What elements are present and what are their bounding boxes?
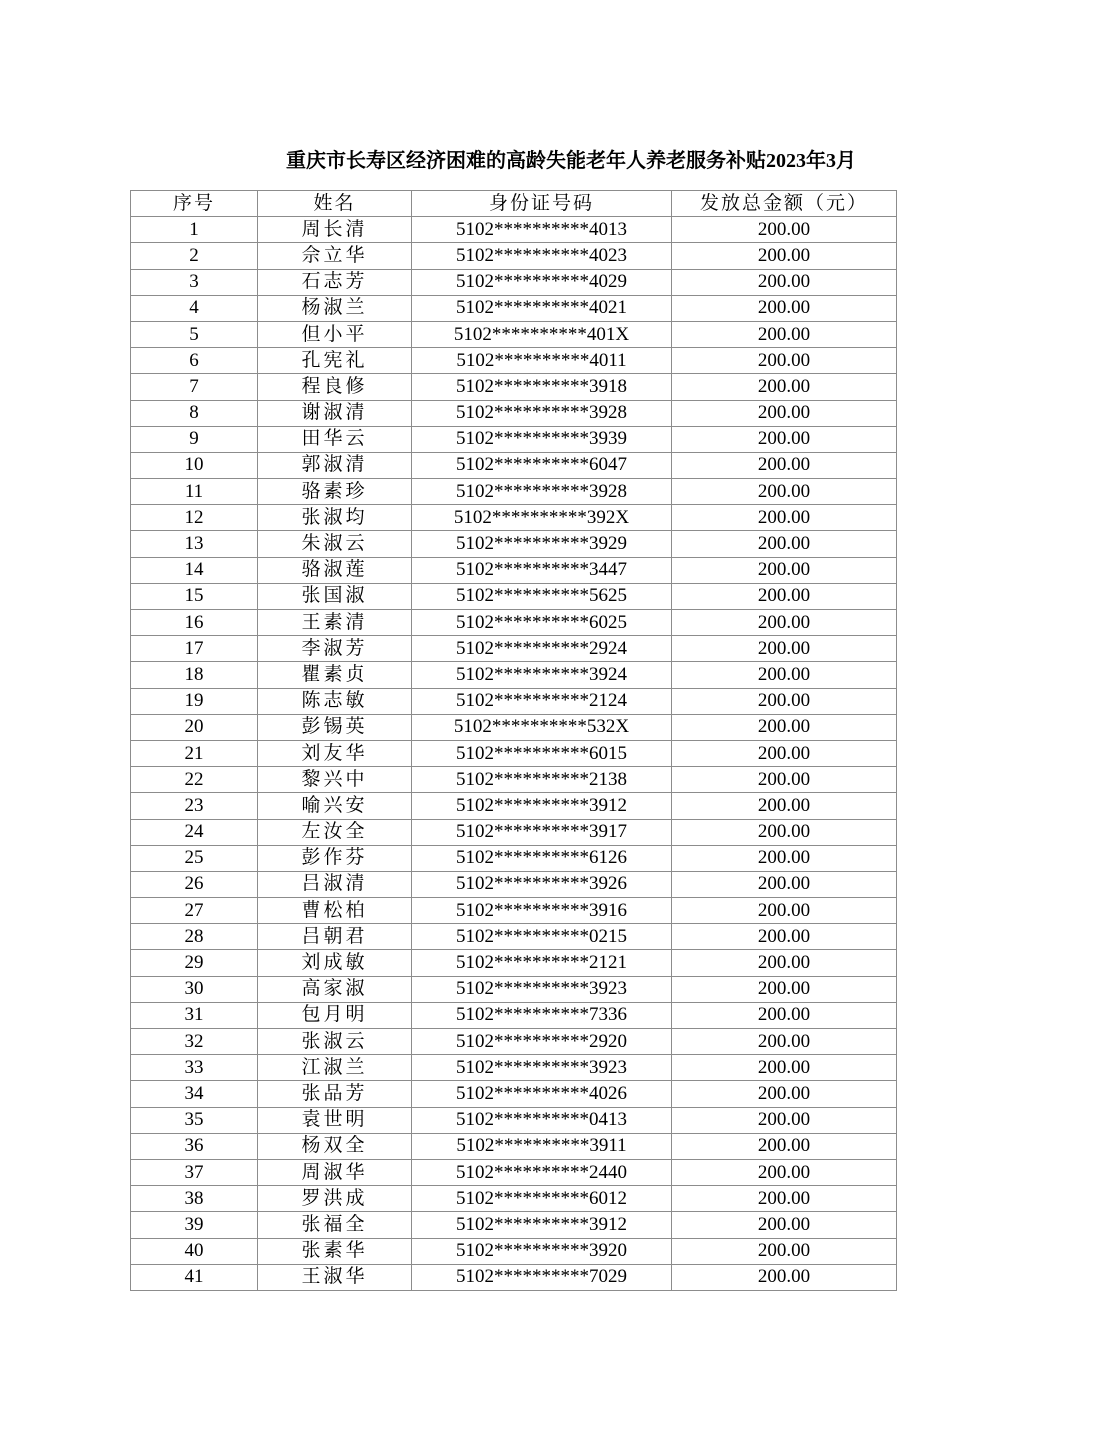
id-number-cell: 5102**********4026 xyxy=(412,1081,672,1107)
table-row xyxy=(131,1081,897,1107)
name-cell: 骆素珍 xyxy=(258,479,412,505)
id-number-cell: 5102**********2924 xyxy=(412,636,672,662)
name-cell: 郭淑清 xyxy=(258,452,412,478)
table-row xyxy=(131,898,897,924)
id-number-cell: 5102**********3923 xyxy=(412,976,672,1002)
name-cell: 喻兴安 xyxy=(258,793,412,819)
name-cell: 朱淑云 xyxy=(258,531,412,557)
table-row xyxy=(131,871,897,897)
name-cell: 张福全 xyxy=(258,1212,412,1238)
header-total-amount: 发放总金额（元） xyxy=(672,191,897,217)
serial-number-cell: 24 xyxy=(131,819,258,845)
table-row xyxy=(131,1212,897,1238)
table-row xyxy=(131,505,897,531)
amount-cell: 200.00 xyxy=(672,531,897,557)
table-row xyxy=(131,1264,897,1290)
table-row xyxy=(131,426,897,452)
header-name: 姓名 xyxy=(258,191,412,217)
serial-number-cell: 4 xyxy=(131,295,258,321)
table-row xyxy=(131,1107,897,1133)
serial-number-cell: 13 xyxy=(131,531,258,557)
table-row xyxy=(131,1055,897,1081)
id-number-cell: 5102**********4013 xyxy=(412,217,672,243)
id-number-cell: 5102**********6126 xyxy=(412,845,672,871)
table-row xyxy=(131,321,897,347)
serial-number-cell: 41 xyxy=(131,1264,258,1290)
serial-number-cell: 20 xyxy=(131,714,258,740)
id-number-cell: 5102**********0413 xyxy=(412,1107,672,1133)
header-serial-number: 序号 xyxy=(131,191,258,217)
name-cell: 王素清 xyxy=(258,610,412,636)
serial-number-cell: 9 xyxy=(131,426,258,452)
id-number-cell: 5102**********4029 xyxy=(412,269,672,295)
serial-number-cell: 39 xyxy=(131,1212,258,1238)
id-number-cell: 5102**********3912 xyxy=(412,1212,672,1238)
amount-cell: 200.00 xyxy=(672,1002,897,1028)
table-row xyxy=(131,531,897,557)
serial-number-cell: 29 xyxy=(131,950,258,976)
table-row xyxy=(131,1029,897,1055)
serial-number-cell: 38 xyxy=(131,1186,258,1212)
table-body xyxy=(131,217,897,1291)
table-row xyxy=(131,374,897,400)
id-number-cell: 5102**********4023 xyxy=(412,243,672,269)
name-cell: 张素华 xyxy=(258,1238,412,1264)
serial-number-cell: 31 xyxy=(131,1002,258,1028)
id-number-cell: 5102**********392X xyxy=(412,505,672,531)
serial-number-cell: 28 xyxy=(131,924,258,950)
name-cell: 杨双全 xyxy=(258,1133,412,1159)
name-cell: 张淑云 xyxy=(258,1029,412,1055)
table-row xyxy=(131,767,897,793)
serial-number-cell: 30 xyxy=(131,976,258,1002)
amount-cell: 200.00 xyxy=(672,688,897,714)
id-number-cell: 5102**********2138 xyxy=(412,767,672,793)
serial-number-cell: 34 xyxy=(131,1081,258,1107)
name-cell: 江淑兰 xyxy=(258,1055,412,1081)
table-row xyxy=(131,583,897,609)
id-number-cell: 5102**********401X xyxy=(412,321,672,347)
table-row xyxy=(131,295,897,321)
serial-number-cell: 19 xyxy=(131,688,258,714)
name-cell: 彭锡英 xyxy=(258,714,412,740)
amount-cell: 200.00 xyxy=(672,819,897,845)
table-row xyxy=(131,557,897,583)
serial-number-cell: 22 xyxy=(131,767,258,793)
name-cell: 曹松柏 xyxy=(258,898,412,924)
id-number-cell: 5102**********6047 xyxy=(412,452,672,478)
id-number-cell: 5102**********7029 xyxy=(412,1264,672,1290)
serial-number-cell: 8 xyxy=(131,400,258,426)
amount-cell: 200.00 xyxy=(672,1133,897,1159)
serial-number-cell: 23 xyxy=(131,793,258,819)
id-number-cell: 5102**********3923 xyxy=(412,1055,672,1081)
name-cell: 罗洪成 xyxy=(258,1186,412,1212)
amount-cell: 200.00 xyxy=(672,714,897,740)
name-cell: 刘友华 xyxy=(258,740,412,766)
id-number-cell: 5102**********2124 xyxy=(412,688,672,714)
serial-number-cell: 1 xyxy=(131,217,258,243)
serial-number-cell: 25 xyxy=(131,845,258,871)
name-cell: 袁世明 xyxy=(258,1107,412,1133)
id-number-cell: 5102**********3939 xyxy=(412,426,672,452)
name-cell: 周长清 xyxy=(258,217,412,243)
id-number-cell: 5102**********5625 xyxy=(412,583,672,609)
amount-cell: 200.00 xyxy=(672,217,897,243)
name-cell: 孔宪礼 xyxy=(258,348,412,374)
name-cell: 但小平 xyxy=(258,321,412,347)
amount-cell: 200.00 xyxy=(672,452,897,478)
amount-cell: 200.00 xyxy=(672,740,897,766)
id-number-cell: 5102**********3924 xyxy=(412,662,672,688)
name-cell: 王淑华 xyxy=(258,1264,412,1290)
name-cell: 张淑均 xyxy=(258,505,412,531)
name-cell: 左汝全 xyxy=(258,819,412,845)
id-number-cell: 5102**********3916 xyxy=(412,898,672,924)
table-row xyxy=(131,610,897,636)
id-number-cell: 5102**********3911 xyxy=(412,1133,672,1159)
name-cell: 谢淑清 xyxy=(258,400,412,426)
serial-number-cell: 14 xyxy=(131,557,258,583)
id-number-cell: 5102**********4011 xyxy=(412,348,672,374)
table-row xyxy=(131,924,897,950)
serial-number-cell: 16 xyxy=(131,610,258,636)
id-number-cell: 5102**********6015 xyxy=(412,740,672,766)
amount-cell: 200.00 xyxy=(672,898,897,924)
amount-cell: 200.00 xyxy=(672,845,897,871)
amount-cell: 200.00 xyxy=(672,505,897,531)
table-row xyxy=(131,662,897,688)
name-cell: 高家淑 xyxy=(258,976,412,1002)
id-number-cell: 5102**********4021 xyxy=(412,295,672,321)
amount-cell: 200.00 xyxy=(672,374,897,400)
amount-cell: 200.00 xyxy=(672,269,897,295)
amount-cell: 200.00 xyxy=(672,400,897,426)
serial-number-cell: 40 xyxy=(131,1238,258,1264)
id-number-cell: 5102**********3926 xyxy=(412,871,672,897)
table-row xyxy=(131,819,897,845)
name-cell: 陈志敏 xyxy=(258,688,412,714)
amount-cell: 200.00 xyxy=(672,479,897,505)
name-cell: 张品芳 xyxy=(258,1081,412,1107)
id-number-cell: 5102**********2440 xyxy=(412,1159,672,1185)
serial-number-cell: 32 xyxy=(131,1029,258,1055)
serial-number-cell: 10 xyxy=(131,452,258,478)
amount-cell: 200.00 xyxy=(672,1186,897,1212)
amount-cell: 200.00 xyxy=(672,662,897,688)
serial-number-cell: 7 xyxy=(131,374,258,400)
id-number-cell: 5102**********3917 xyxy=(412,819,672,845)
id-number-cell: 5102**********2121 xyxy=(412,950,672,976)
table-row xyxy=(131,636,897,662)
amount-cell: 200.00 xyxy=(672,976,897,1002)
name-cell: 周淑华 xyxy=(258,1159,412,1185)
page-title: 重庆市长寿区经济困难的高龄失能老年人养老服务补贴2023年3月 xyxy=(286,150,856,172)
amount-cell: 200.00 xyxy=(672,1055,897,1081)
name-cell: 杨淑兰 xyxy=(258,295,412,321)
amount-cell: 200.00 xyxy=(672,583,897,609)
table-row xyxy=(131,1133,897,1159)
amount-cell: 200.00 xyxy=(672,557,897,583)
table-row xyxy=(131,400,897,426)
header-id-number: 身份证号码 xyxy=(412,191,672,217)
table-row xyxy=(131,740,897,766)
table-header-row xyxy=(131,191,897,217)
name-cell: 吕朝君 xyxy=(258,924,412,950)
amount-cell: 200.00 xyxy=(672,1238,897,1264)
id-number-cell: 5102**********0215 xyxy=(412,924,672,950)
table-row xyxy=(131,217,897,243)
table-row xyxy=(131,479,897,505)
table-row xyxy=(131,269,897,295)
name-cell: 程良修 xyxy=(258,374,412,400)
name-cell: 黎兴中 xyxy=(258,767,412,793)
id-number-cell: 5102**********3920 xyxy=(412,1238,672,1264)
table-row xyxy=(131,243,897,269)
name-cell: 吕淑清 xyxy=(258,871,412,897)
amount-cell: 200.00 xyxy=(672,1264,897,1290)
name-cell: 石志芳 xyxy=(258,269,412,295)
serial-number-cell: 17 xyxy=(131,636,258,662)
serial-number-cell: 33 xyxy=(131,1055,258,1081)
table-row xyxy=(131,348,897,374)
serial-number-cell: 36 xyxy=(131,1133,258,1159)
serial-number-cell: 35 xyxy=(131,1107,258,1133)
serial-number-cell: 37 xyxy=(131,1159,258,1185)
serial-number-cell: 15 xyxy=(131,583,258,609)
serial-number-cell: 6 xyxy=(131,348,258,374)
serial-number-cell: 5 xyxy=(131,321,258,347)
amount-cell: 200.00 xyxy=(672,1159,897,1185)
amount-cell: 200.00 xyxy=(672,295,897,321)
table-row xyxy=(131,452,897,478)
subsidy-table xyxy=(130,190,897,1291)
name-cell: 瞿素贞 xyxy=(258,662,412,688)
name-cell: 张国淑 xyxy=(258,583,412,609)
id-number-cell: 5102**********3447 xyxy=(412,557,672,583)
id-number-cell: 5102**********532X xyxy=(412,714,672,740)
table-row xyxy=(131,950,897,976)
table-row xyxy=(131,976,897,1002)
amount-cell: 200.00 xyxy=(672,636,897,662)
amount-cell: 200.00 xyxy=(672,610,897,636)
table-row xyxy=(131,1159,897,1185)
id-number-cell: 5102**********3912 xyxy=(412,793,672,819)
name-cell: 刘成敏 xyxy=(258,950,412,976)
amount-cell: 200.00 xyxy=(672,348,897,374)
id-number-cell: 5102**********3928 xyxy=(412,400,672,426)
table-row xyxy=(131,845,897,871)
table-row xyxy=(131,1186,897,1212)
amount-cell: 200.00 xyxy=(672,767,897,793)
name-cell: 骆淑莲 xyxy=(258,557,412,583)
amount-cell: 200.00 xyxy=(672,1029,897,1055)
name-cell: 佘立华 xyxy=(258,243,412,269)
id-number-cell: 5102**********7336 xyxy=(412,1002,672,1028)
serial-number-cell: 3 xyxy=(131,269,258,295)
id-number-cell: 5102**********6025 xyxy=(412,610,672,636)
table-row xyxy=(131,714,897,740)
serial-number-cell: 21 xyxy=(131,740,258,766)
amount-cell: 200.00 xyxy=(672,924,897,950)
table-row xyxy=(131,1238,897,1264)
serial-number-cell: 26 xyxy=(131,871,258,897)
id-number-cell: 5102**********3928 xyxy=(412,479,672,505)
table-row xyxy=(131,793,897,819)
table-row xyxy=(131,688,897,714)
name-cell: 田华云 xyxy=(258,426,412,452)
serial-number-cell: 12 xyxy=(131,505,258,531)
id-number-cell: 5102**********2920 xyxy=(412,1029,672,1055)
amount-cell: 200.00 xyxy=(672,1081,897,1107)
serial-number-cell: 2 xyxy=(131,243,258,269)
serial-number-cell: 11 xyxy=(131,479,258,505)
amount-cell: 200.00 xyxy=(672,1107,897,1133)
id-number-cell: 5102**********3929 xyxy=(412,531,672,557)
table-row xyxy=(131,1002,897,1028)
amount-cell: 200.00 xyxy=(672,321,897,347)
amount-cell: 200.00 xyxy=(672,793,897,819)
name-cell: 彭作芬 xyxy=(258,845,412,871)
serial-number-cell: 18 xyxy=(131,662,258,688)
amount-cell: 200.00 xyxy=(672,1212,897,1238)
amount-cell: 200.00 xyxy=(672,243,897,269)
name-cell: 李淑芳 xyxy=(258,636,412,662)
id-number-cell: 5102**********3918 xyxy=(412,374,672,400)
id-number-cell: 5102**********6012 xyxy=(412,1186,672,1212)
amount-cell: 200.00 xyxy=(672,871,897,897)
amount-cell: 200.00 xyxy=(672,426,897,452)
amount-cell: 200.00 xyxy=(672,950,897,976)
name-cell: 包月明 xyxy=(258,1002,412,1028)
serial-number-cell: 27 xyxy=(131,898,258,924)
